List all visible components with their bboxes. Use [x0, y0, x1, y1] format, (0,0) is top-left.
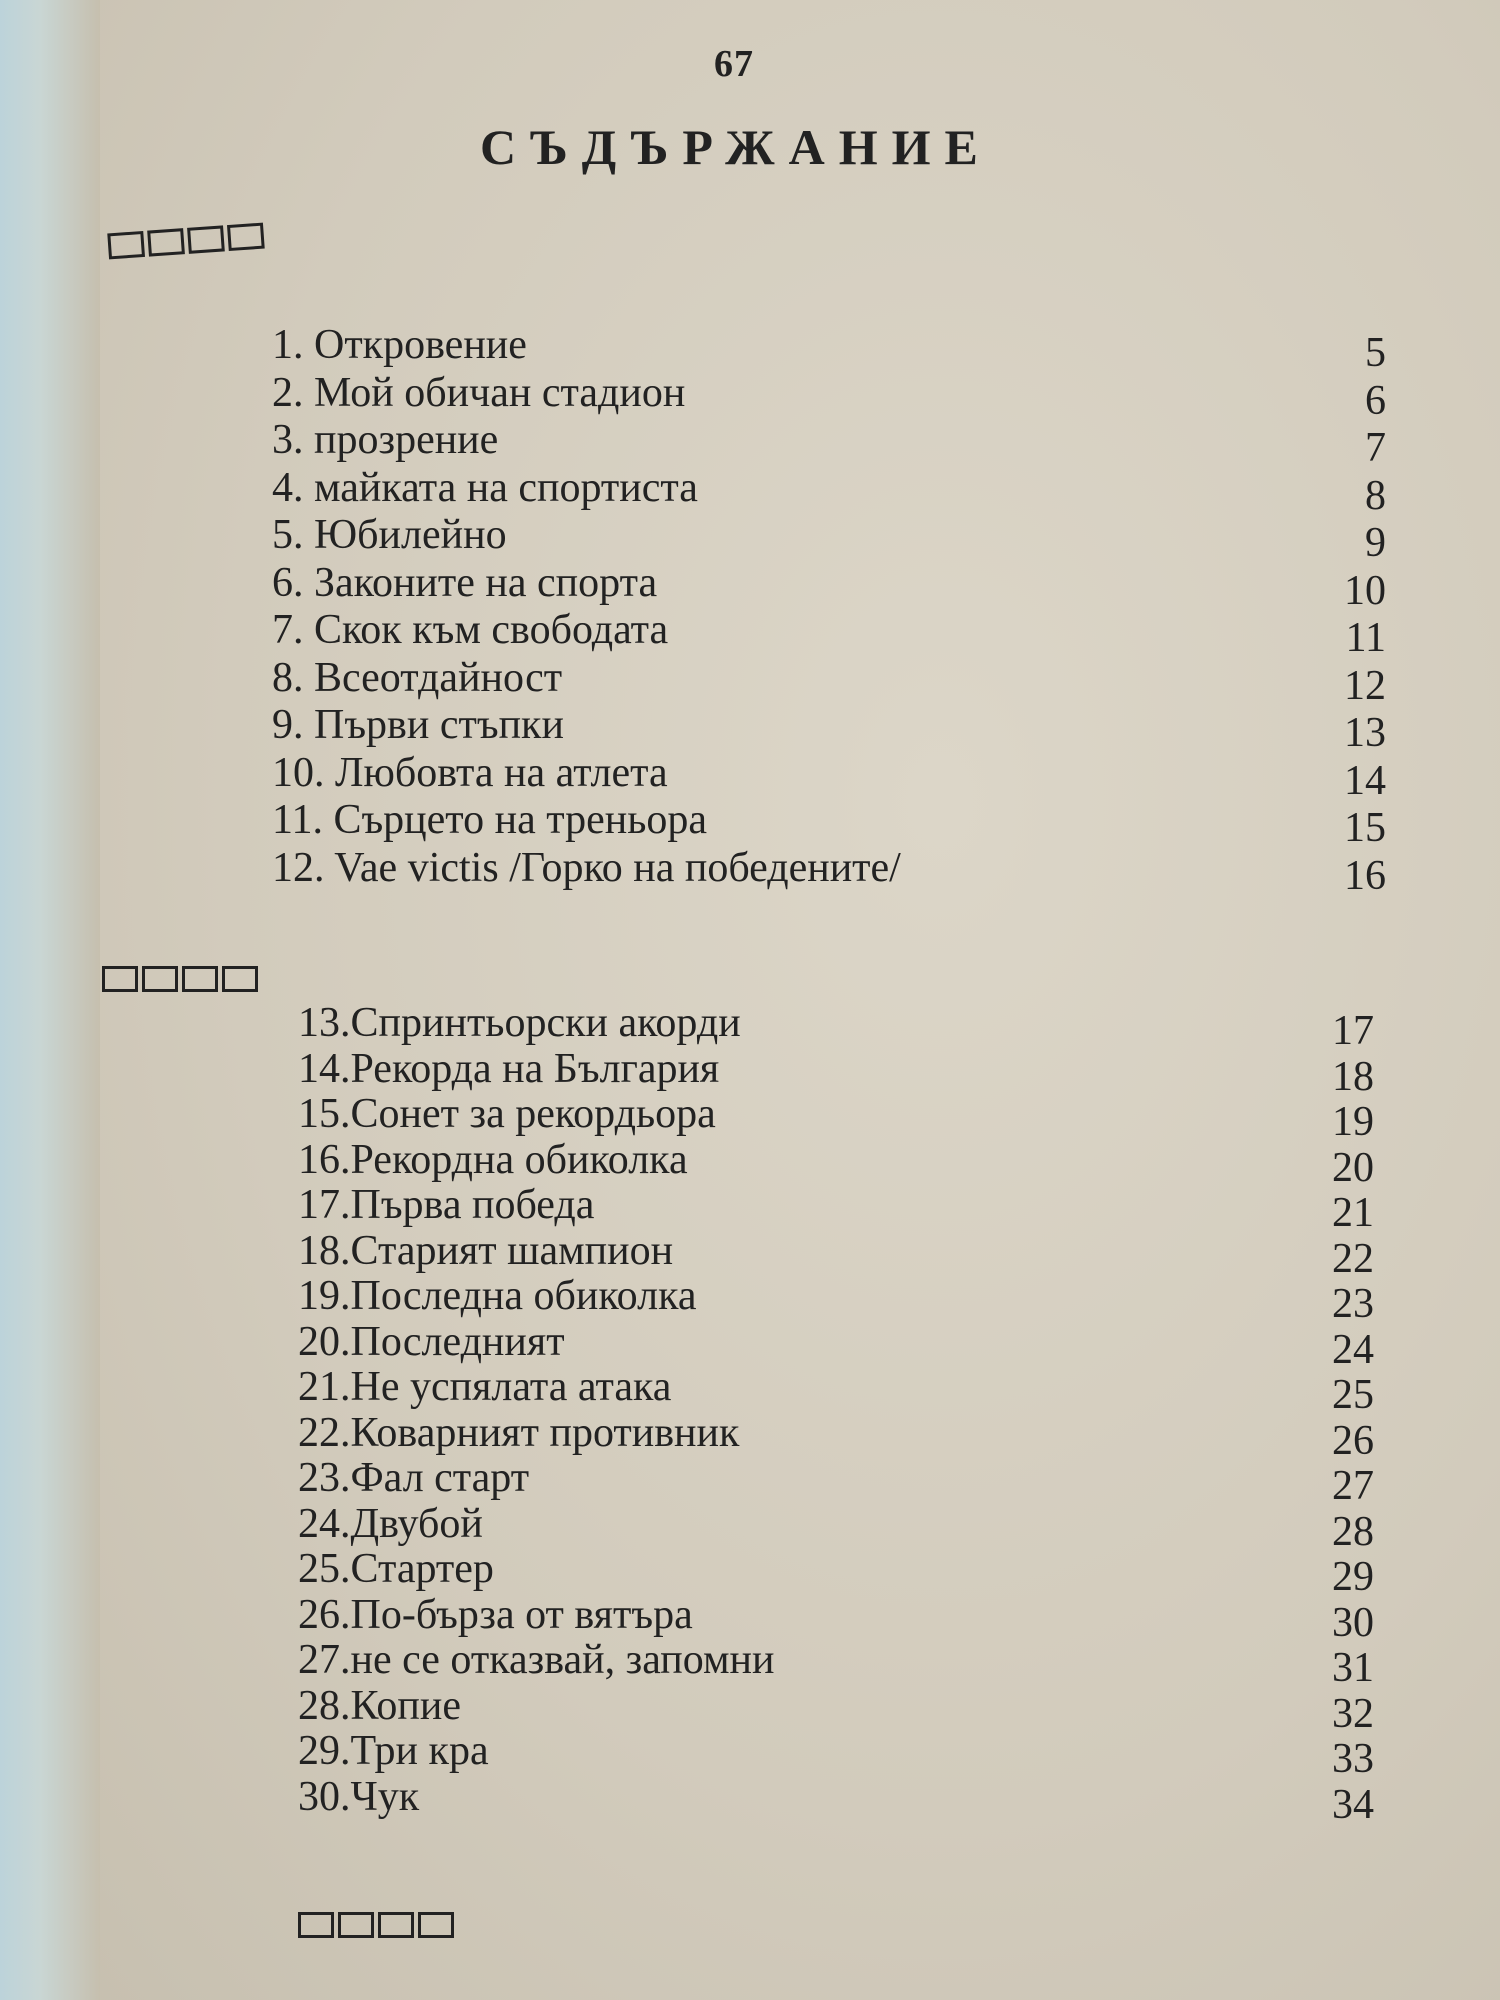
toc-entry-label: 15.Сонет за рекордьора	[298, 1091, 716, 1137]
toc-entry-page: 27	[1332, 1463, 1374, 1509]
toc-entry-page: 6	[1365, 377, 1386, 424]
toc-entry-label: 26.По-бърза от вятъра	[298, 1591, 693, 1638]
toc-entry-label: 9. Първи стъпки	[272, 702, 564, 748]
toc-entry-label: 8. Всеотдайност	[272, 654, 563, 701]
toc-entry-page: 23	[1332, 1281, 1374, 1327]
toc-entry-label: 12. Vae victis /Горко на победените/	[272, 844, 901, 891]
toc-entry-page: 9	[1365, 520, 1386, 566]
toc-entry-label: 28.Копие	[298, 1682, 462, 1729]
toc-entry-page: 33	[1332, 1736, 1374, 1782]
toc-entry-label: 11. Сърцето на треньора	[272, 797, 707, 843]
section-marker-2	[102, 966, 258, 992]
toc-entry-page: 26	[1332, 1417, 1374, 1464]
toc-entry-label: 3. прозрение	[272, 417, 499, 463]
toc-entry-label: 20.Последният	[298, 1318, 565, 1365]
toc-entry-page: 14	[1344, 757, 1386, 804]
toc-entry-page: 28	[1332, 1508, 1374, 1555]
toc-entry-page: 15	[1344, 805, 1386, 851]
toc-entry-page: 7	[1365, 425, 1386, 471]
toc-entry-label: 1. Откровение	[272, 322, 527, 368]
toc-entry-label: 2. Мой обичан стадион	[272, 369, 686, 416]
toc-entry-page: 24	[1332, 1326, 1374, 1373]
toc-entry-label: 14.Рекорда на България	[298, 1045, 720, 1092]
toc-entry-page: 29	[1332, 1554, 1374, 1600]
toc-entry-page: 16	[1344, 852, 1386, 899]
toc-entry-label: 22.Коварният противник	[298, 1409, 740, 1456]
toc-entry-label: 30.Чук	[298, 1773, 420, 1820]
toc-entry-page: 11	[1345, 615, 1386, 661]
toc-entry-label: 17.Първа победа	[298, 1182, 595, 1228]
toc-entry-label: 18.Старият шампион	[298, 1227, 674, 1274]
section-marker-3	[298, 1912, 454, 1938]
toc-entry-label: 4. майката на спортиста	[272, 464, 698, 511]
toc-entry-page: 20	[1332, 1144, 1374, 1191]
toc-entry-label: 25.Стартер	[298, 1546, 494, 1592]
toc-entry-page: 8	[1365, 472, 1386, 519]
toc-entry-label: 5. Юбилейно	[272, 512, 507, 558]
toc-entry-page: 13	[1344, 710, 1386, 756]
toc-entry-page: 17	[1332, 1008, 1374, 1054]
toc-entry-label: 27.не се отказвай, запомни	[298, 1637, 775, 1683]
toc-entry-label: 24.Двубой	[298, 1500, 483, 1547]
toc-entry-page: 10	[1344, 567, 1386, 614]
toc-entry-page: 18	[1332, 1053, 1374, 1100]
toc-entry-page: 31	[1332, 1645, 1374, 1691]
toc-entry-page: 12	[1344, 662, 1386, 709]
toc-entry-page: 22	[1332, 1235, 1374, 1282]
toc-entry-page: 19	[1332, 1099, 1374, 1145]
toc-title: СЪДЪРЖАНИЕ	[480, 119, 992, 175]
toc-entry-label: 23.Фал старт	[298, 1455, 530, 1501]
toc-entry-label: 10. Любовта на атлета	[272, 749, 668, 796]
toc-entry-page: 32	[1332, 1690, 1374, 1737]
toc-entry-label: 16.Рекордна обиколка	[298, 1136, 688, 1183]
toc-entry-label: 29.Три кра	[298, 1728, 489, 1774]
toc-entry-label: 21.Не успялата атака	[298, 1364, 672, 1410]
toc-entry-page: 25	[1332, 1372, 1374, 1418]
page-number: 67	[714, 43, 754, 85]
toc-entry-label: 7. Скок към свободата	[272, 607, 669, 653]
toc-entry-label: 13.Спринтьорски акорди	[298, 1000, 741, 1046]
toc-entry-page: 30	[1332, 1599, 1374, 1646]
toc-entry-page: 21	[1332, 1190, 1374, 1236]
toc-entry-page: 34	[1332, 1781, 1374, 1828]
toc-entry-label: 19.Последна обиколка	[298, 1273, 697, 1319]
toc-entry-label: 6. Законите на спорта	[272, 559, 658, 606]
toc-entry-page: 5	[1365, 330, 1386, 376]
